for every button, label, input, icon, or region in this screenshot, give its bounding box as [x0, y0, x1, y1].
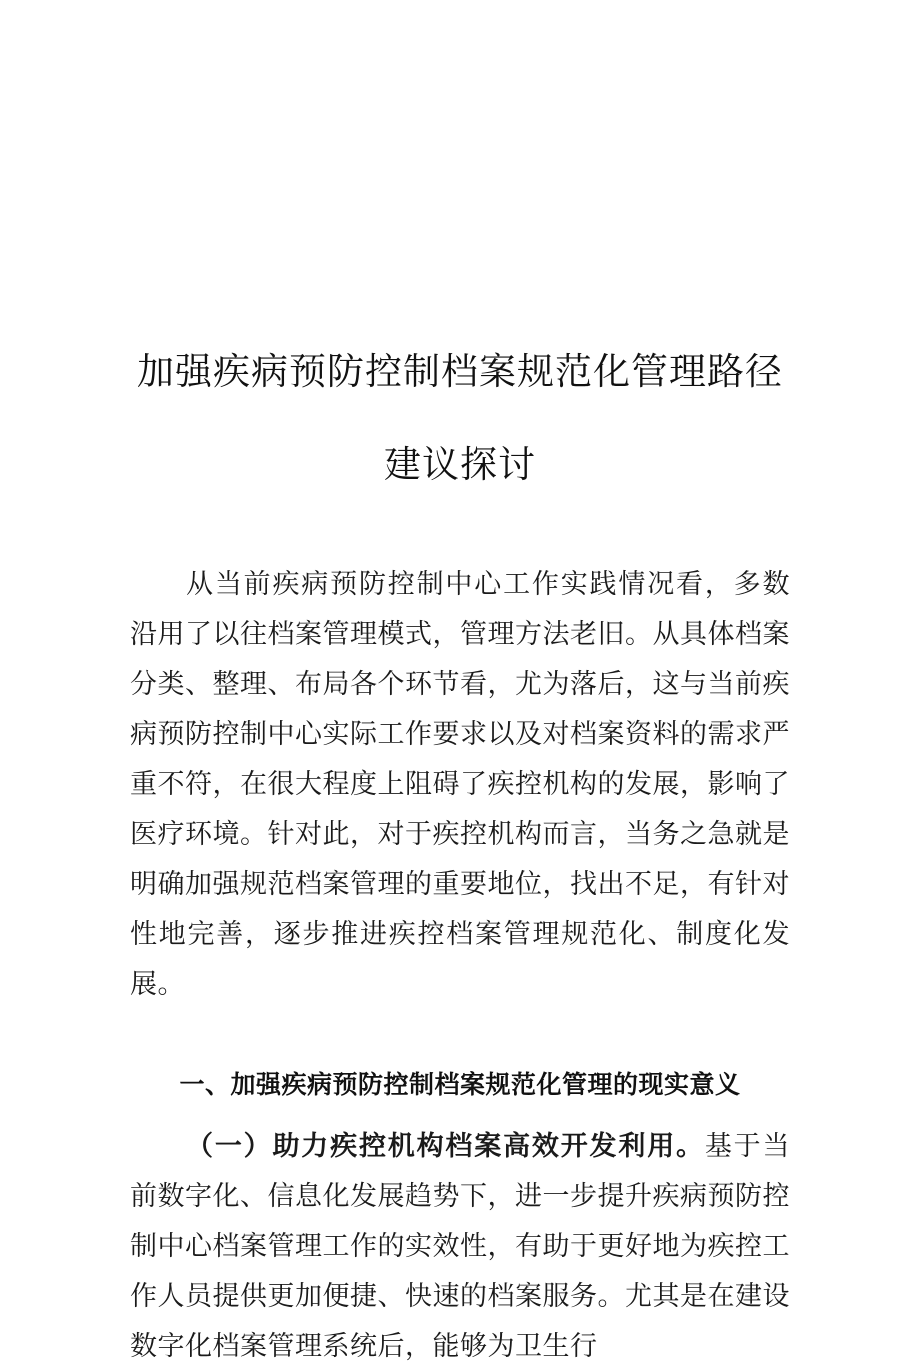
intro-paragraph: 从当前疾病预防控制中心工作实践情况看，多数沿用了以往档案管理模式，管理方法老旧。从具体档案分类、整理、布局各个环节看，尤为落后，这与当前疾病预防控制中心实际工作要求以及对档案资料的需求严重不符，在很大程度上阻碍了疾控机构的发展，影响了医疗环境。针对此，对于疾控机构而言，当务之急就是明确加强规范档案管理的重要地位，找出不足，有针对性地完善，逐步推进疾控档案管理规范化、制度化发展。: [130, 569, 790, 1000]
heading-spacer-bottom: [130, 1110, 790, 1122]
section-heading-one: 一、加强疾病预防控制档案规范化管理的现实意义: [179, 1070, 741, 1099]
subsection-one-paragraph: [130, 1122, 790, 1372]
page-title: 加强疾病预防控制档案规范化管理路径建议探讨: [137, 349, 783, 486]
heading-spacer-top: [130, 1010, 790, 1060]
subsection-one-body: 基于当前数字化、信息化发展趋势下，进一步提升疾病预防控制中心档案管理工作的实效性，有助于更好地为疾控工作人员提供更加便捷、快速的档案服务。尤其是在建设数字化档案管理系统后，能够为卫生行: [130, 1131, 791, 1362]
subsection-one-lead: （一）助力疾控机构档案高效开发利用。: [186, 1131, 705, 1162]
document-body: [130, 560, 790, 1372]
